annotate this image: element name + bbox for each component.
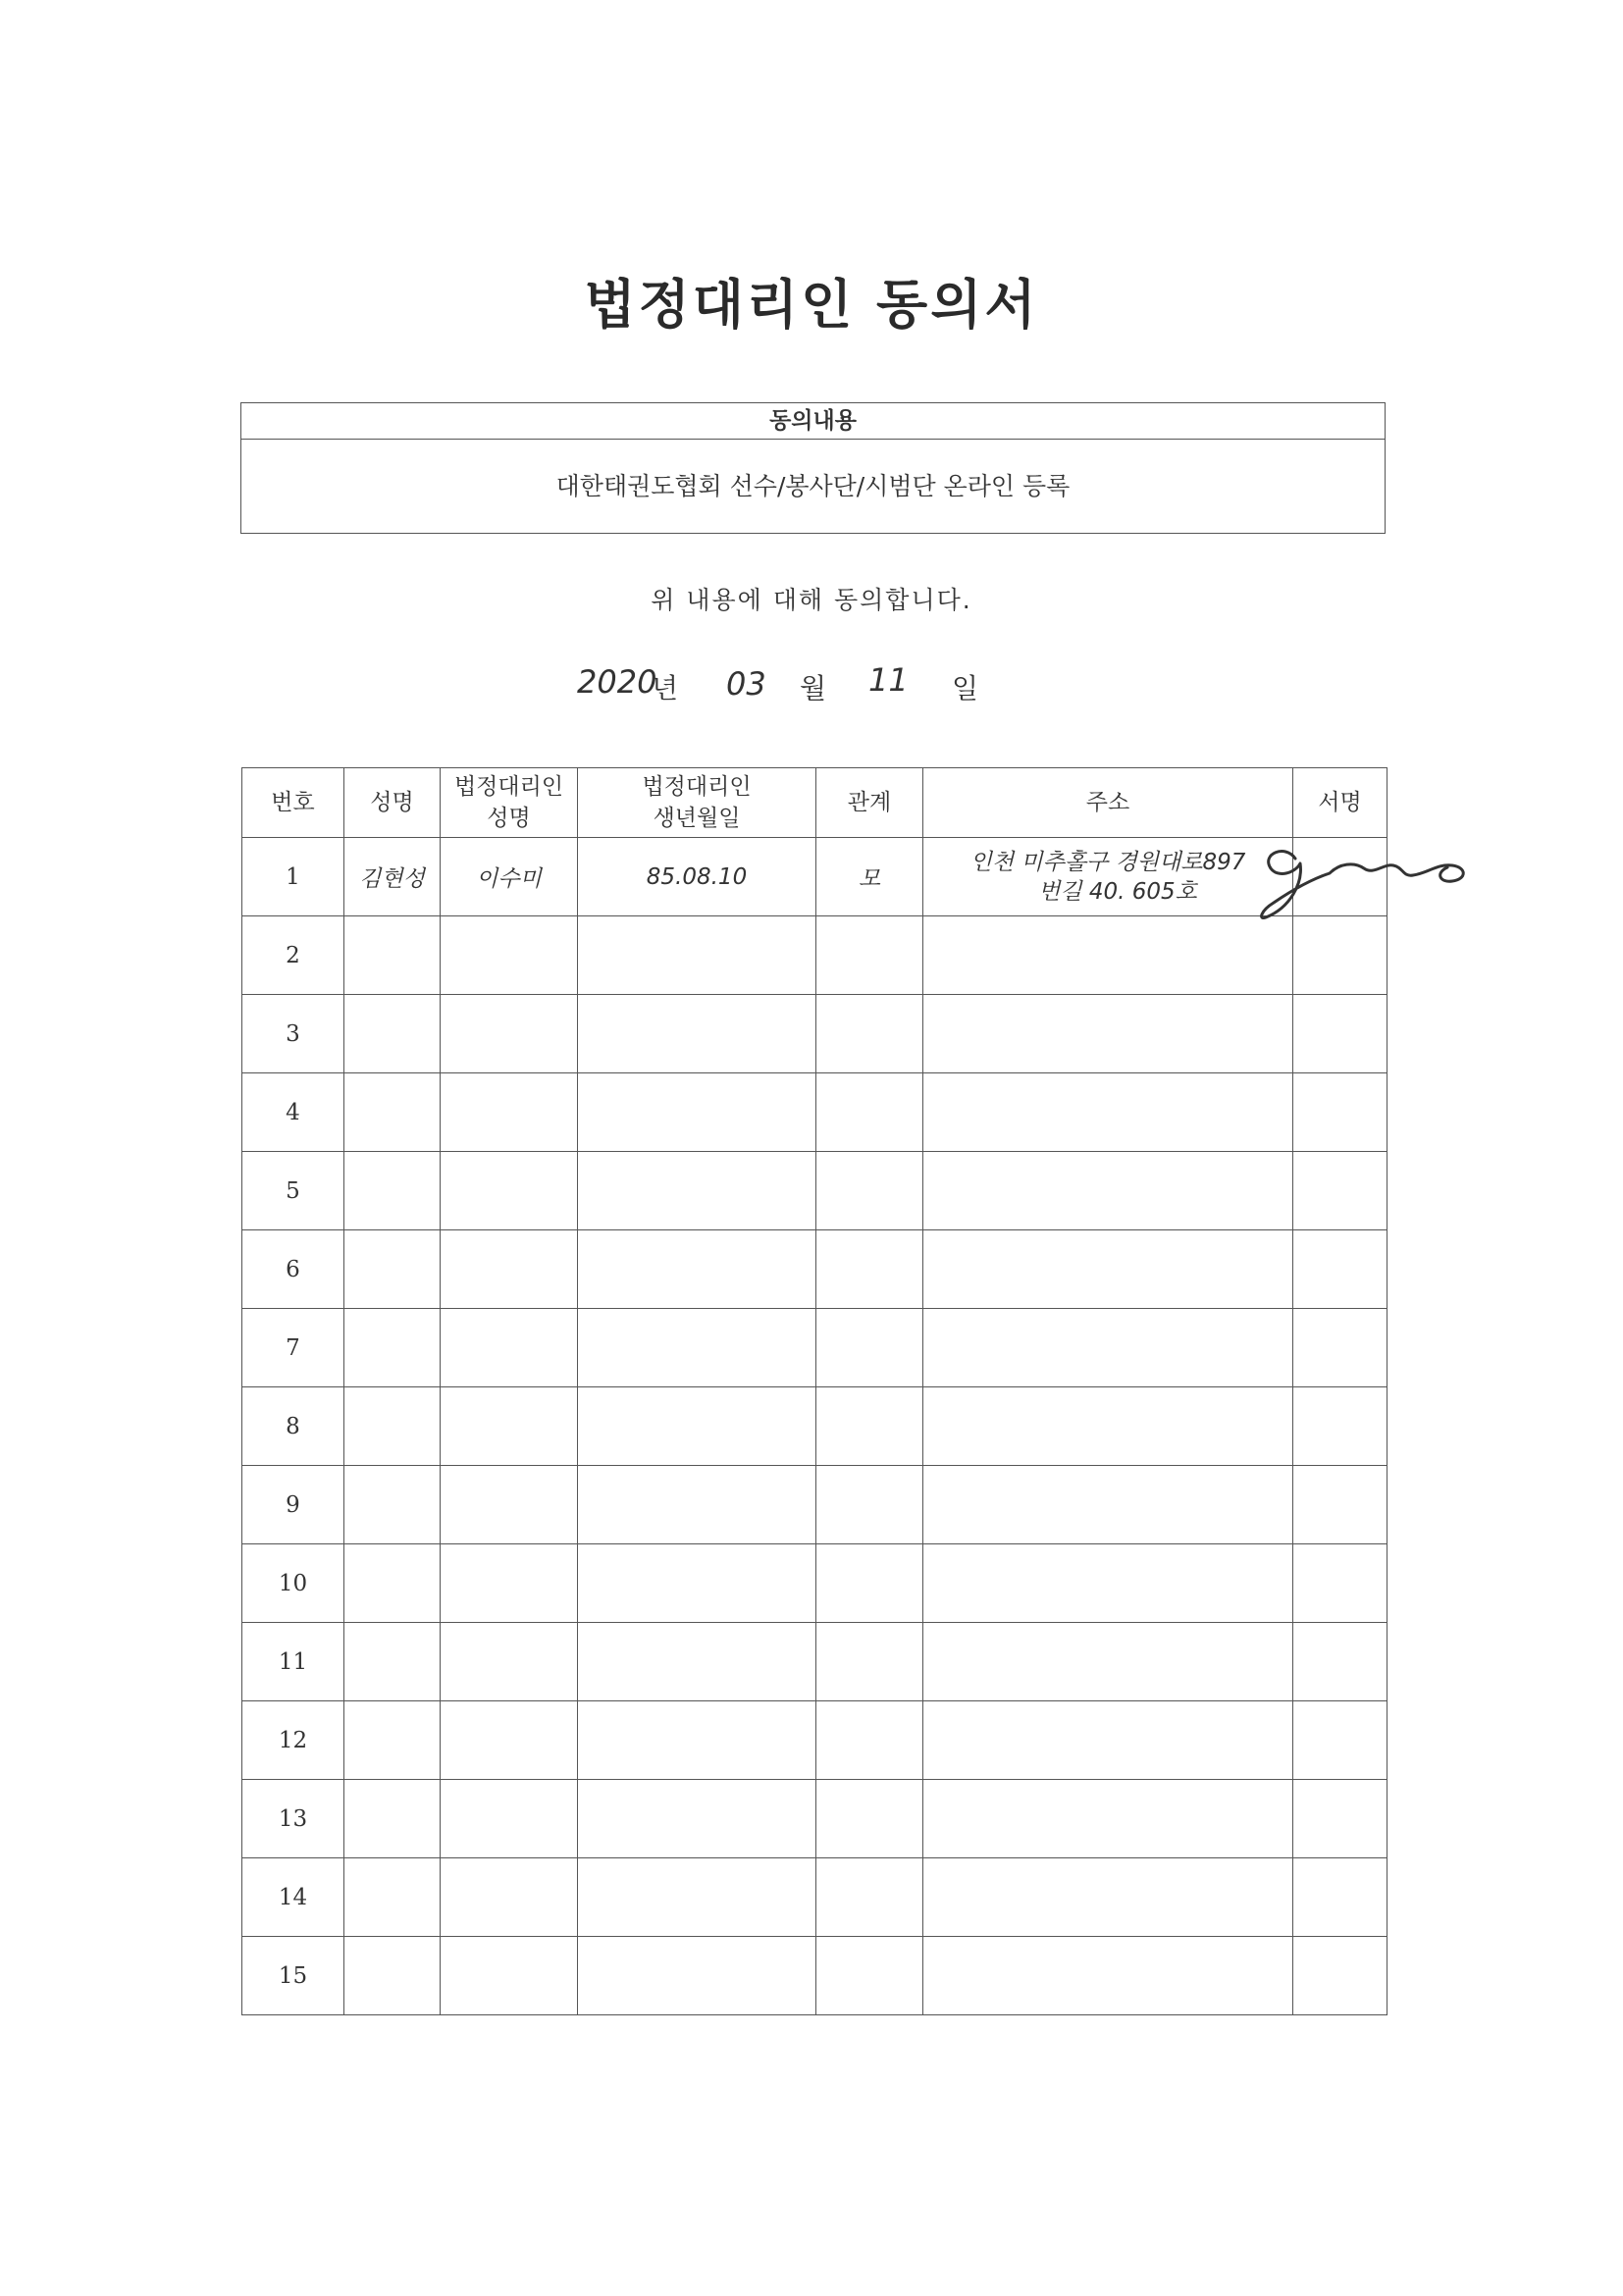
address-cell[interactable] <box>923 1780 1293 1858</box>
signature-cell[interactable] <box>1293 1701 1387 1780</box>
date-line <box>0 659 1623 718</box>
table-header-row <box>242 768 1387 838</box>
date-year-label: 년 <box>652 672 679 704</box>
student-name-cell[interactable] <box>344 1466 441 1544</box>
student-name-cell[interactable] <box>344 1230 441 1309</box>
guardian-name-cell[interactable] <box>441 1152 578 1230</box>
relation-cell[interactable] <box>816 1387 923 1466</box>
student-name-cell[interactable] <box>344 1073 441 1152</box>
student-name-cell[interactable] <box>344 1309 441 1387</box>
date-day-value[interactable]: 11 <box>868 661 909 699</box>
relation-cell[interactable] <box>816 1780 923 1858</box>
row-number: 1 <box>242 838 344 916</box>
table-row <box>242 1230 1387 1309</box>
table-row <box>242 1937 1387 2015</box>
row-number: 9 <box>242 1466 344 1544</box>
header-guardian-name-line2: 성명 <box>487 806 531 831</box>
student-name-cell[interactable] <box>344 1623 441 1701</box>
relation-cell[interactable] <box>816 1858 923 1937</box>
relation-cell[interactable] <box>816 1230 923 1309</box>
agreement-text: 위 내용에 대해 동의합니다. <box>651 586 972 614</box>
row-number: 5 <box>242 1152 344 1230</box>
relation-cell[interactable] <box>816 1701 923 1780</box>
row-number: 13 <box>242 1780 344 1858</box>
table-row <box>242 995 1387 1073</box>
address-cell[interactable] <box>923 1937 1293 2015</box>
guardian-name-cell[interactable] <box>441 1623 578 1701</box>
guardian-birth-cell[interactable] <box>578 1701 816 1780</box>
guardian-birth-cell[interactable] <box>578 1152 816 1230</box>
guardian-birth-cell[interactable] <box>578 1230 816 1309</box>
guardian-birth-cell[interactable] <box>578 1937 816 2015</box>
guardian-name-cell[interactable] <box>441 1701 578 1780</box>
guardian-name-cell[interactable] <box>441 1937 578 2015</box>
relation-cell[interactable]: 모 <box>816 838 923 916</box>
address-cell[interactable] <box>923 916 1293 995</box>
row-number: 6 <box>242 1230 344 1309</box>
guardian-birth-cell[interactable] <box>578 1544 816 1623</box>
date-year-value[interactable]: 2020 <box>577 663 657 701</box>
signature-cell[interactable] <box>1293 1230 1387 1309</box>
row-number: 15 <box>242 1937 344 2015</box>
student-name-cell[interactable] <box>344 1544 441 1623</box>
guardian-name-cell[interactable] <box>441 1230 578 1309</box>
address-cell[interactable] <box>923 1544 1293 1623</box>
signature-cell[interactable] <box>1293 1544 1387 1623</box>
address-cell[interactable] <box>923 1387 1293 1466</box>
relation-cell[interactable] <box>816 995 923 1073</box>
guardian-name-cell[interactable] <box>441 916 578 995</box>
guardian-name-cell[interactable] <box>441 1466 578 1544</box>
address-cell[interactable] <box>923 995 1293 1073</box>
signature-mark <box>1256 834 1482 927</box>
relation-cell[interactable] <box>816 1152 923 1230</box>
signature-cell[interactable] <box>1293 1780 1387 1858</box>
relation-cell[interactable] <box>816 1937 923 2015</box>
page-title: 법정대리인 동의서 <box>584 274 1039 336</box>
header-guardian-name-line1: 법정대리인 <box>453 774 564 800</box>
guardian-birth-cell[interactable] <box>578 995 816 1073</box>
student-name-cell[interactable] <box>344 1387 441 1466</box>
guardian-birth-cell[interactable] <box>578 1387 816 1466</box>
student-name-cell[interactable] <box>344 995 441 1073</box>
consent-header: 동의내용 <box>241 403 1385 440</box>
table-row <box>242 1073 1387 1152</box>
date-month-value[interactable]: 03 <box>726 665 766 703</box>
table-row <box>242 1544 1387 1623</box>
header-guardian-birth-line2: 생년월일 <box>653 806 741 831</box>
address-cell[interactable] <box>923 838 1293 916</box>
guardian-name-cell[interactable] <box>441 1780 578 1858</box>
table-row <box>242 1387 1387 1466</box>
guardian-name-cell[interactable]: 이수미 <box>441 838 578 916</box>
guardian-table <box>241 767 1387 2015</box>
row-number: 8 <box>242 1387 344 1466</box>
student-name-cell[interactable] <box>344 1152 441 1230</box>
row-number: 3 <box>242 995 344 1073</box>
table-row <box>242 838 1387 916</box>
student-name-cell[interactable]: 김현성 <box>344 838 441 916</box>
table-row <box>242 1466 1387 1544</box>
table-row <box>242 1780 1387 1858</box>
signature-cell[interactable] <box>1293 1309 1387 1387</box>
address-line-2: 번길 40. 605호 <box>1038 878 1197 905</box>
guardian-name-cell[interactable] <box>441 1387 578 1466</box>
guardian-name-cell[interactable] <box>441 1544 578 1623</box>
row-number: 11 <box>242 1623 344 1701</box>
signature-cell[interactable] <box>1293 916 1387 995</box>
table-row <box>242 1858 1387 1937</box>
signature-cell[interactable] <box>1293 1937 1387 2015</box>
relation-cell[interactable] <box>816 916 923 995</box>
header-no: 번호 <box>242 768 344 838</box>
address-cell[interactable] <box>923 1073 1293 1152</box>
header-relation: 관계 <box>816 768 923 838</box>
row-number: 7 <box>242 1309 344 1387</box>
header-name: 성명 <box>344 768 441 838</box>
relation-cell[interactable] <box>816 1623 923 1701</box>
row-number: 12 <box>242 1701 344 1780</box>
table-row <box>242 1152 1387 1230</box>
consent-content: 대한태권도협회 선수/봉사단/시범단 온라인 등록 <box>555 472 1071 500</box>
signature-cell[interactable] <box>1293 995 1387 1073</box>
student-name-cell[interactable] <box>344 1780 441 1858</box>
table-row <box>242 1309 1387 1387</box>
address-cell[interactable] <box>923 1230 1293 1309</box>
address-cell[interactable] <box>923 1858 1293 1937</box>
student-name-cell[interactable] <box>344 1858 441 1937</box>
signature-cell[interactable] <box>1293 1387 1387 1466</box>
student-name-cell[interactable] <box>344 1701 441 1780</box>
relation-cell[interactable] <box>816 1073 923 1152</box>
table-row <box>242 1701 1387 1780</box>
relation-cell[interactable] <box>816 1309 923 1387</box>
row-number: 14 <box>242 1858 344 1937</box>
signature-cell[interactable] <box>1293 1073 1387 1152</box>
header-guardian-birth <box>578 768 816 838</box>
guardian-birth-cell[interactable] <box>578 1858 816 1937</box>
guardian-birth-cell[interactable] <box>578 1309 816 1387</box>
signature-cell[interactable] <box>1293 1858 1387 1937</box>
guardian-birth-cell[interactable] <box>578 1780 816 1858</box>
guardian-birth-cell[interactable] <box>578 916 816 995</box>
student-name-cell[interactable] <box>344 916 441 995</box>
address-cell[interactable] <box>923 1623 1293 1701</box>
relation-cell[interactable] <box>816 1466 923 1544</box>
row-number: 4 <box>242 1073 344 1152</box>
guardian-birth-cell[interactable]: 85.08.10 <box>578 838 816 916</box>
relation-cell[interactable] <box>816 1544 923 1623</box>
signature-cell[interactable] <box>1293 1466 1387 1544</box>
address-cell[interactable] <box>923 1701 1293 1780</box>
guardian-name-cell[interactable] <box>441 1073 578 1152</box>
row-number: 2 <box>242 916 344 995</box>
student-name-cell[interactable] <box>344 1937 441 2015</box>
guardian-name-cell[interactable] <box>441 1309 578 1387</box>
guardian-birth-cell[interactable] <box>578 1623 816 1701</box>
guardian-name-cell[interactable] <box>441 995 578 1073</box>
guardian-birth-cell[interactable] <box>578 1073 816 1152</box>
date-day-label: 일 <box>952 672 979 704</box>
address-line-1: 인천 미추홀구 경원대로897 <box>969 849 1246 875</box>
address-cell[interactable] <box>923 1466 1293 1544</box>
row-number: 10 <box>242 1544 344 1623</box>
guardian-name-cell[interactable] <box>441 1858 578 1937</box>
header-signature: 서명 <box>1293 768 1387 838</box>
address-cell[interactable] <box>923 1152 1293 1230</box>
table-row <box>242 1623 1387 1701</box>
header-guardian-birth-line1: 법정대리인 <box>642 774 752 800</box>
header-guardian-name <box>441 768 578 838</box>
address-cell[interactable] <box>923 1309 1293 1387</box>
table-row <box>242 916 1387 995</box>
consent-box <box>240 402 1386 534</box>
signature-cell[interactable] <box>1293 1152 1387 1230</box>
guardian-birth-cell[interactable] <box>578 1466 816 1544</box>
date-month-label: 월 <box>800 672 827 704</box>
signature-cell[interactable] <box>1293 1623 1387 1701</box>
header-address: 주소 <box>923 768 1293 838</box>
